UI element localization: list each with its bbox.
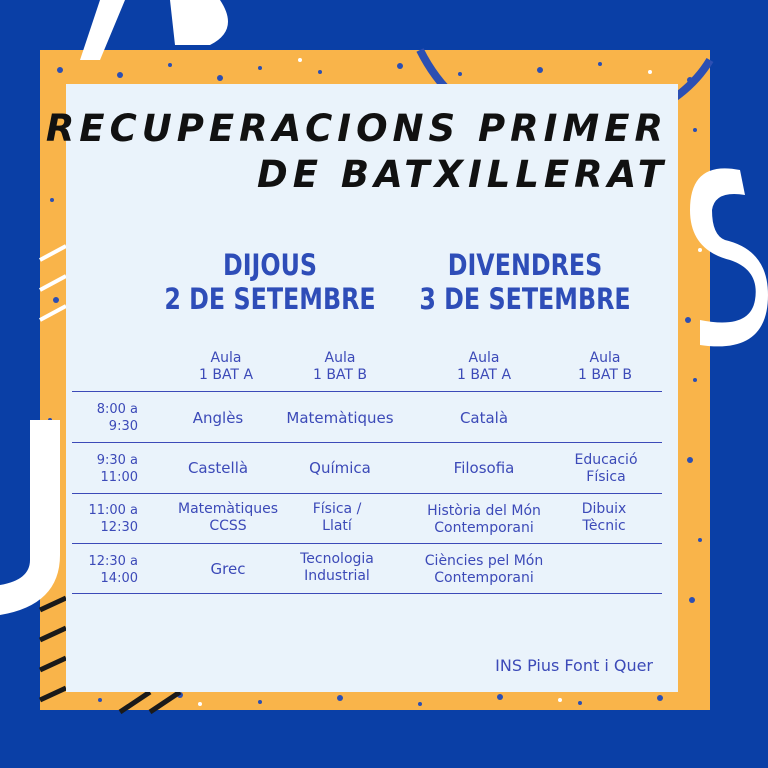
table-divider	[72, 593, 662, 594]
room-header	[313, 350, 367, 384]
subject-line-2: CCSS	[209, 518, 247, 534]
schedule-cell	[300, 551, 374, 585]
time-end: 9:30	[108, 419, 138, 434]
day-date: 2 DE SETEMBRE	[164, 282, 376, 316]
time-end: 11:00	[100, 470, 138, 485]
room-header	[457, 350, 511, 384]
subject-line-2: Tècnic	[582, 518, 626, 534]
schedule-cell	[309, 460, 371, 477]
subject-line-2: Llatí	[322, 518, 352, 534]
subject: Química	[309, 459, 371, 477]
time-slot	[68, 553, 138, 587]
subject: Anglès	[192, 409, 244, 427]
title-line-1: RECUPERACIONS PRIMER	[45, 107, 668, 150]
schedule-cell	[178, 501, 278, 535]
time-start: 12:30 a	[88, 554, 138, 569]
title-line-2: DE BATXILLERAT	[257, 153, 668, 196]
room-header	[578, 350, 632, 384]
subject-line-2: Física	[586, 469, 626, 485]
room-label: Aula	[324, 350, 356, 366]
schedule-cell	[427, 503, 541, 537]
subject-line-2: Contemporani	[434, 520, 534, 536]
schedule-cell	[211, 561, 246, 578]
time-slot	[68, 401, 138, 435]
room-label: Aula	[589, 350, 621, 366]
room-header	[199, 350, 253, 384]
time-slot	[68, 502, 138, 536]
time-start: 8:00 a	[96, 402, 138, 417]
subject-line-1: Tecnologia	[300, 551, 374, 567]
schedule-cell	[460, 410, 508, 427]
schedule-cell	[582, 501, 627, 535]
subject: Filosofia	[453, 459, 515, 477]
room-name: 1 BAT A	[198, 367, 254, 383]
day-date: 3 DE SETEMBRE	[419, 282, 631, 316]
schedule-cell	[313, 501, 362, 535]
time-start: 9:30 a	[96, 453, 138, 468]
subject-line-1: Història del Món	[427, 503, 541, 519]
table-divider	[72, 391, 662, 392]
schedule-cell	[193, 410, 244, 427]
day-name: DIJOUS	[222, 248, 318, 282]
day-heading-friday	[406, 248, 644, 316]
deco-letter-u	[0, 420, 60, 615]
subject: Castellà	[187, 459, 249, 477]
time-end: 14:00	[100, 571, 138, 586]
table-divider	[72, 442, 662, 443]
subject-line-2: Industrial	[304, 568, 370, 584]
schedule-cell	[454, 460, 515, 477]
subject-line-1: Educació	[574, 452, 638, 468]
schedule-cell	[188, 460, 248, 477]
school-name: INS Pius Font i Quer	[495, 656, 653, 675]
subject: Català	[459, 409, 509, 427]
subject-line-1: Matemàtiques	[177, 501, 279, 517]
subject-line-1: Física /	[312, 501, 362, 517]
subject: Matemàtiques	[286, 409, 394, 427]
room-label: Aula	[210, 350, 242, 366]
schedule-cell	[425, 553, 543, 587]
room-label: Aula	[468, 350, 500, 366]
table-divider	[72, 493, 662, 494]
time-end: 12:30	[100, 520, 138, 535]
table-divider	[72, 543, 662, 544]
day-name: DIVENDRES	[447, 248, 603, 282]
day-heading-thursday	[155, 248, 385, 316]
schedule-cell	[574, 452, 637, 486]
schedule-cell	[286, 410, 393, 427]
subject: Grec	[210, 560, 246, 578]
subject-line-1: Dibuix	[581, 501, 627, 517]
time-start: 11:00 a	[88, 503, 138, 518]
subject-line-1: Ciències pel Món	[424, 553, 544, 569]
room-name: 1 BAT B	[312, 367, 368, 383]
room-name: 1 BAT B	[577, 367, 633, 383]
subject-line-2: Contemporani	[434, 570, 534, 586]
time-slot	[68, 452, 138, 486]
room-name: 1 BAT A	[456, 367, 512, 383]
